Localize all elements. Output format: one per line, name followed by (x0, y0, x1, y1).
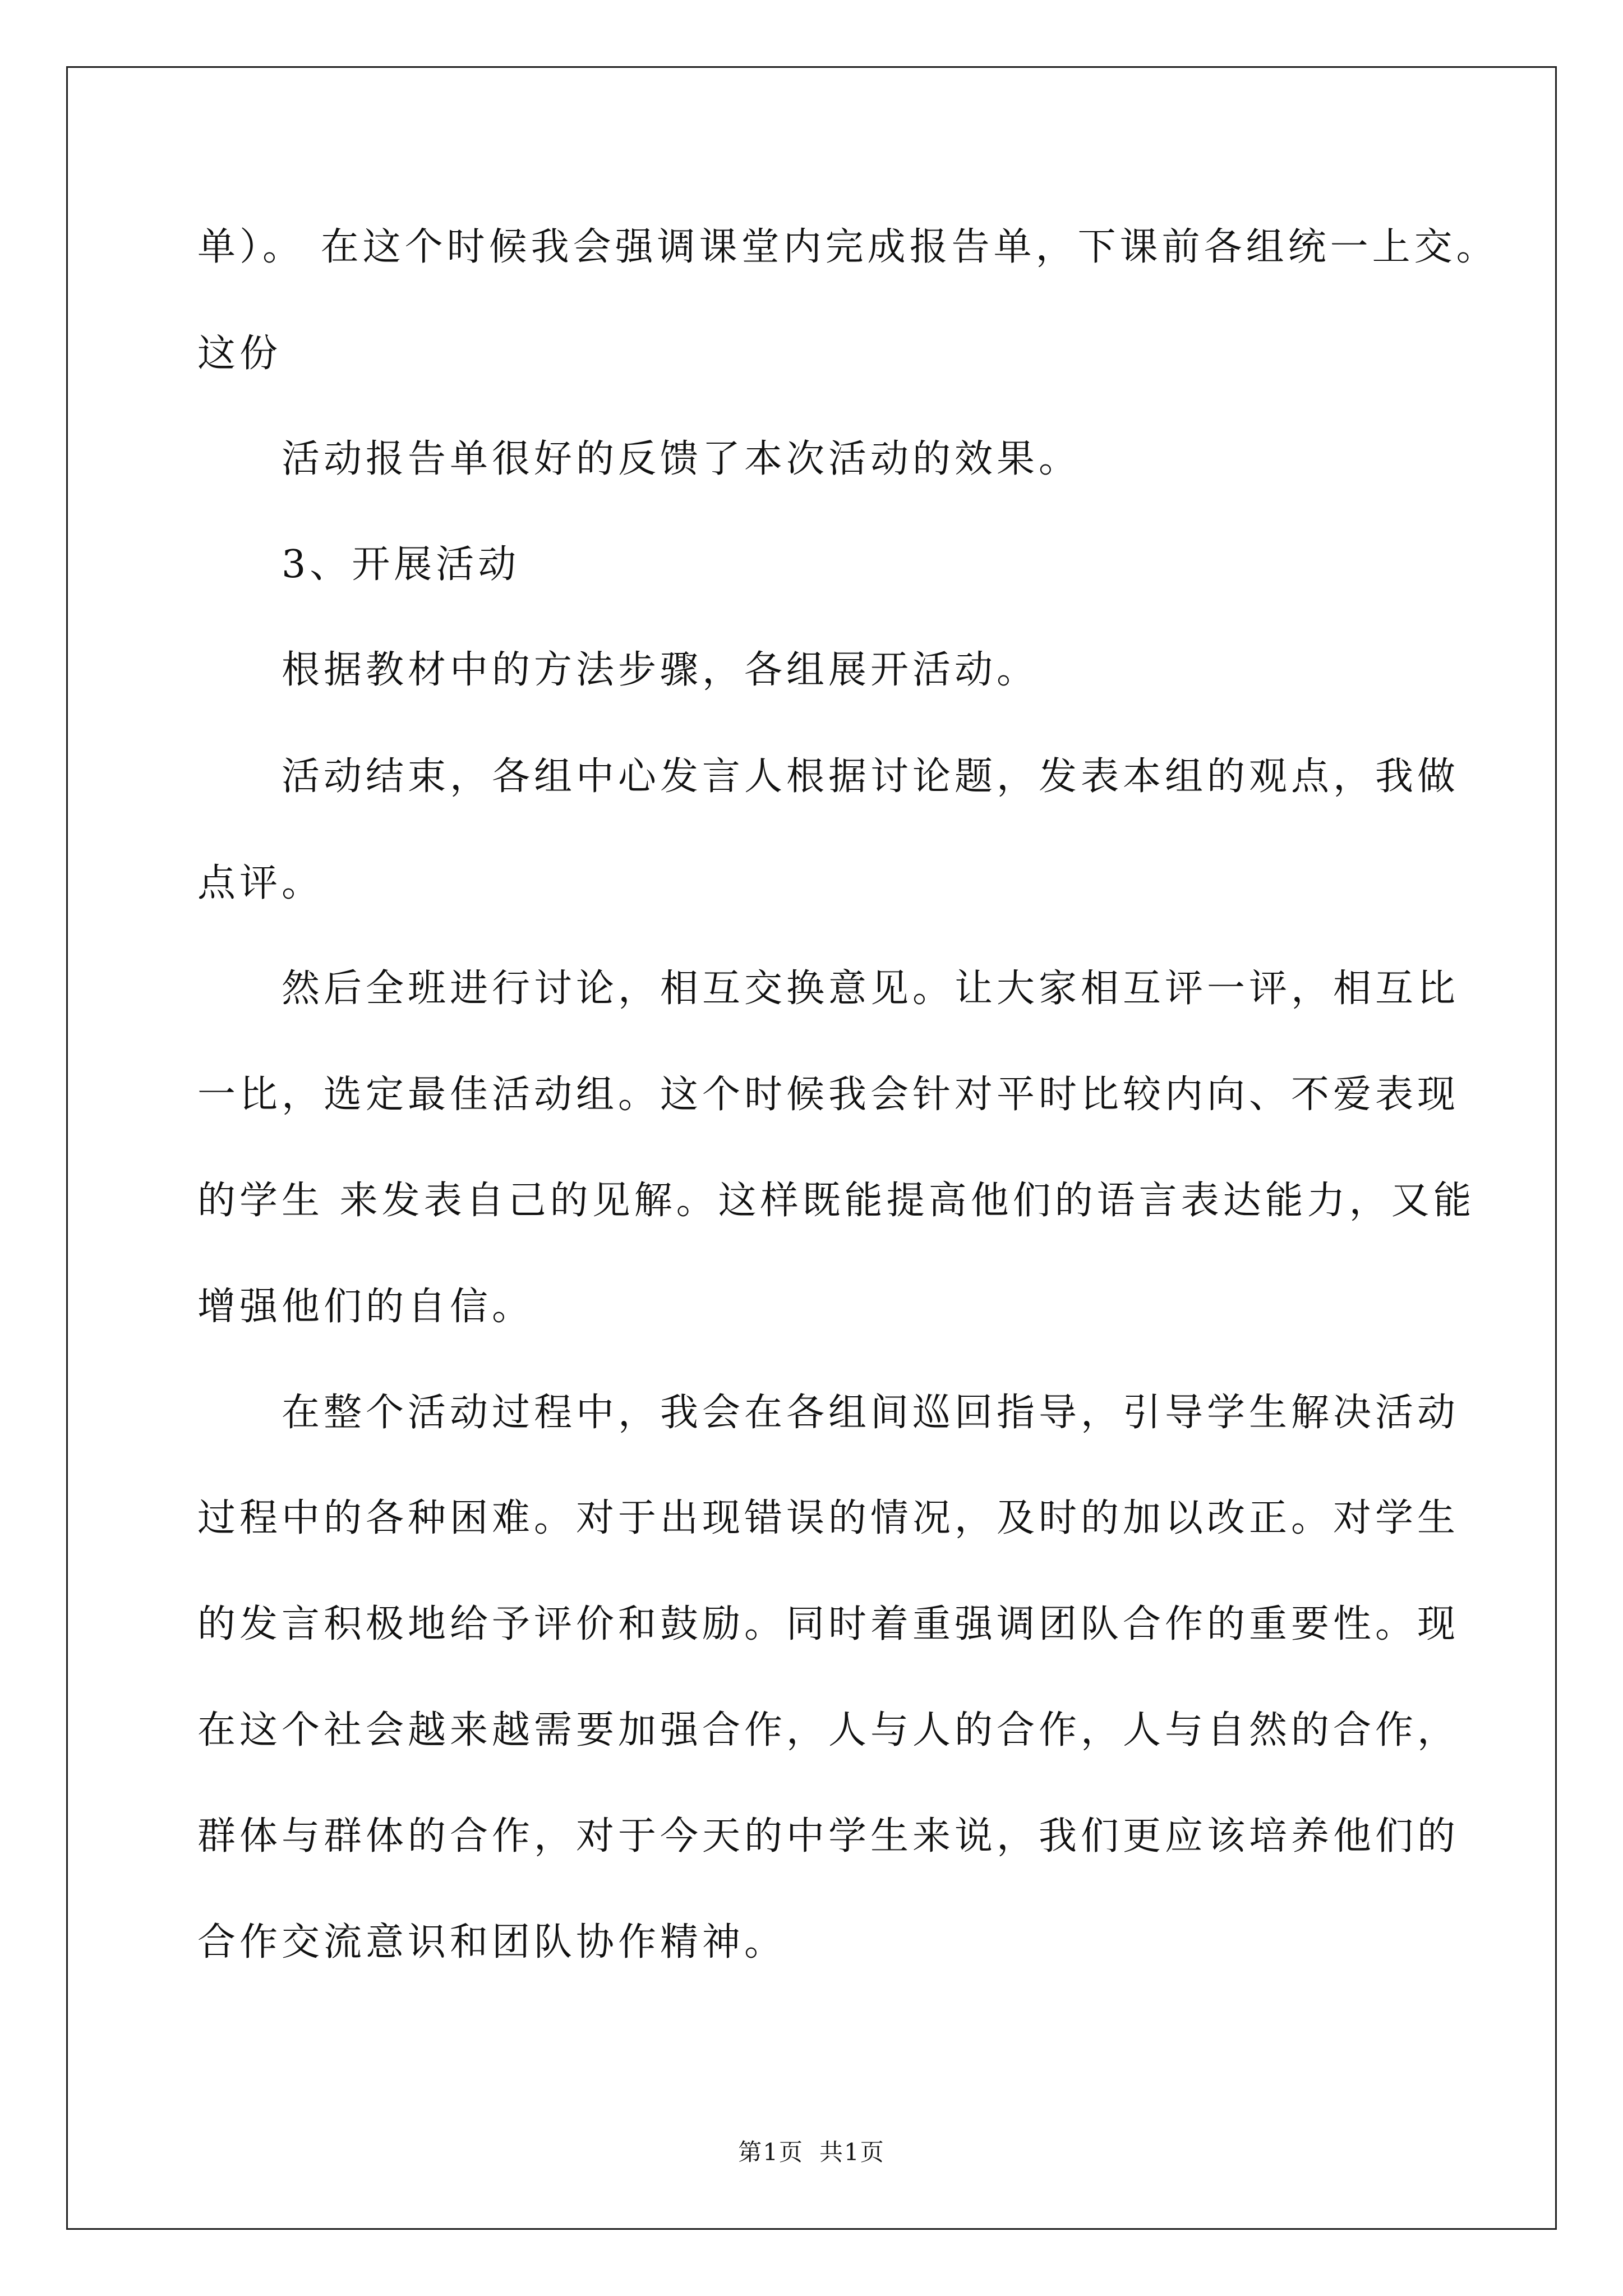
text-line: 单）。 在这个时候我会强调课堂内完成报告单，下课前各组统一上交。 (197, 225, 1498, 269)
page-border (66, 66, 1557, 2230)
section-heading: 3、开展活动 (282, 542, 520, 587)
text-line: 合作交流意识和团队协作精神。 (197, 1920, 787, 1964)
text-line: 的发言积极地给予评价和鼓励。同时着重强调团队合作的重要性。现 (197, 1602, 1460, 1646)
text-line: 过程中的各种困难。对于出现错误的情况，及时的加以改正。对学生 (197, 1496, 1460, 1540)
page-footer (0, 2138, 1623, 2166)
text-line: 的学生 来发表自己的见解。这样既能提高他们的语言表达能力，又能 (197, 1179, 1476, 1223)
text-line: 这份 (197, 332, 282, 376)
text-line: 然后全班进行讨论，相互交换意见。让大家相互评一评，相互比 (282, 967, 1460, 1011)
text-line: 在这个社会越来越需要加强合作，人与人的合作，人与自然的合作， (197, 1708, 1460, 1752)
page-total: 共1页 (819, 2138, 885, 2166)
text-line: 一比，选定最佳活动组。这个时候我会针对平时比较内向、不爱表现 (197, 1073, 1460, 1117)
text-line: 活动报告单很好的反馈了本次活动的效果。 (282, 437, 1081, 481)
page-number: 第1页 (738, 2138, 804, 2166)
text-line: 根据教材中的方法步骤，各组展开活动。 (282, 648, 1039, 692)
text-line: 活动结束，各组中心发言人根据讨论题，发表本组的观点，我做 (282, 754, 1460, 799)
text-line: 群体与群体的合作，对于今天的中学生来说，我们更应该培养他们的 (197, 1814, 1460, 1858)
text-line: 点评。 (197, 861, 324, 905)
text-line: 在整个活动过程中，我会在各组间巡回指导，引导学生解决活动 (282, 1391, 1460, 1435)
text-line: 增强他们的自信。 (197, 1285, 534, 1329)
